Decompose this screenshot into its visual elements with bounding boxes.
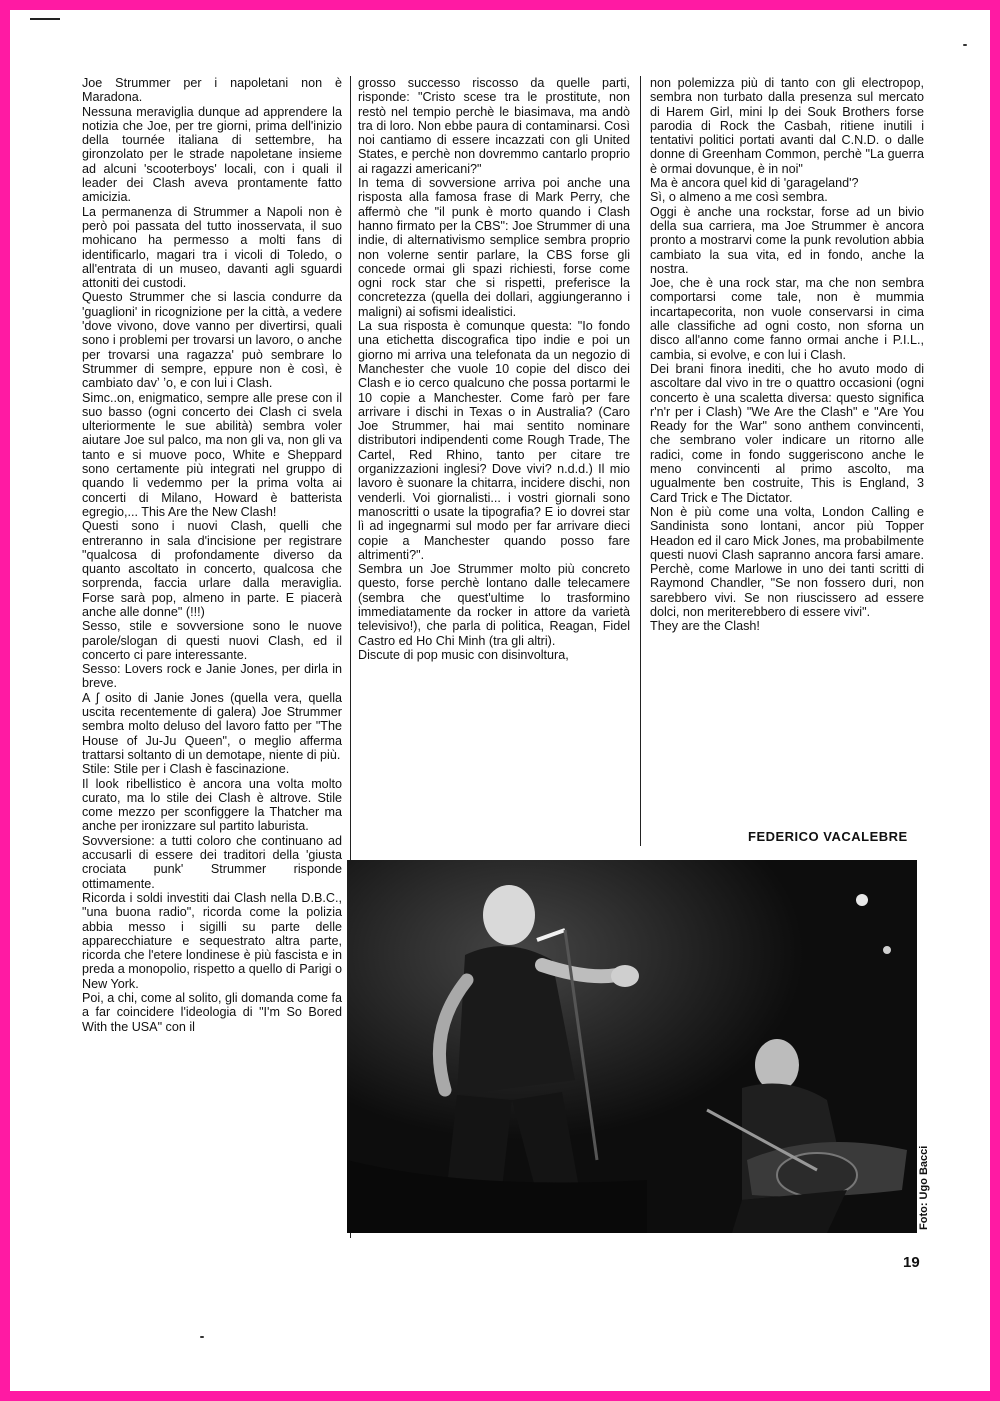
paragraph: Joe, che è una rock star, ma che non sembra comportarsi come tale, non è mummia incartapecorita, non vuole conservarsi in cima alle classifiche ad ogni costo, non sforna un disco all'anno come fanno ormai anche i P.I.L., cambia, si evolve, e con lui i Clash. [650, 276, 924, 362]
paragraph: Stile: Stile per i Clash è fascinazione. [82, 762, 290, 777]
paragraph: A ʃ osito di Janie Jones (quella vera, quella uscita recentemente di galera) Joe Strummer sembra molto deluso del lavoro fatto per "The House of Ju-Ju Queen", o meglio afferma trattarsi soltanto di un demotape, niente di più. [82, 690, 342, 762]
paragraph: Simc..on, enigmatico, sempre alle prese con il suo basso (ogni concerto dei Clash ci svela ulteriormente le sue abilità) sembra voler aiutare Joe sul palco, ma non gli va, non gli va tanto e si muove poco, White e Sheppard sono certamente più integrati nel gruppo di quando li vedemmo per la prima volta ai concerti di Milano, Howard è batterista egregio,... This Are the New Clash! [82, 390, 342, 519]
article-column-3 [650, 76, 924, 634]
paragraph: Joe Strummer per i napoletani non è Maradona. [82, 76, 342, 105]
concert-photo [347, 860, 917, 1233]
paragraph: La permanenza di Strummer a Napoli non è però poi passata del tutto inosservata, il suo mohicano ha permesso a molti fans di identificarlo, magari tra i vicoli di Toledo, o all'entrata di un museo, davanti agli sguardi attoniti dei custodi. [82, 204, 342, 291]
paragraph: La sua risposta è comunque questa: "Io fondo una etichetta discografica tipo indie e poi un giorno mi arriva una telefonata da un negozio di Manchester che vuole 10 copie del disco dei Clash e io cerco qualcuno che possa portarmi le 10 copie a Manchester. Come farò per fare arrivare i dischi in Texas o in Australia? (Caro Joe Strummer, hai mai sentito nominare distributori indipendenti come Rough Trade, The Cartel, Red Rhino, tanto per citare tre organizzazioni inglesi? Dove vivi? n.d.d.) Il mio lavoro è suonare la chitarra, incidere dischi, non venderli. Voi giornalisti... i vostri giornali sono manoscritti o usate la tipografia? E io dovrei star lì ad ingegnarmi sul modo per far arrivare dieci copie a Manchester quando posso fare altrimenti?". [358, 319, 630, 562]
print-speck [963, 44, 967, 46]
paragraph: Sesso, stile e sovversione sono le nuove parole/slogan di questi nuovi Clash, ed il concerto ci pare interessante. [82, 619, 342, 662]
paragraph: Questo Strummer che si lascia condurre da 'guaglioni' in ricognizione per la città, a vedere 'dove vivono, dove vanno per divertirsi, quali sono i problemi per trovarsi un lavoro, o anche per trovarsi una ragazza' può sembrare lo Strummer di sempre, eppure non è così, è cambiato davʼ ʼo, e con lui i Clash. [82, 290, 342, 391]
paragraph: Sembra un Joe Strummer molto più concreto questo, forse perchè lontano dalle telecamere (sembra che quest'ultime lo trasformino immediatamente da rocker in attore da varietà televisivo!), che parla di politica, Reagan, Fidel Castro ed Ho Chi Minh (tra gli altri). [358, 562, 630, 648]
paragraph: non polemizza più di tanto con gli electropop, sembra non turbato dalla presenza sul mercato di Harem Girl, mini lp dei Souk Brothers forse parodia di Rock the Casbah, ritiene inutili i tentativi politici portati avanti dal C.N.D. o dalle donne di Greenham Common, perchè "La guerra è ormai dovunque, è in noi" [650, 76, 924, 176]
column-divider [640, 76, 641, 846]
print-speck [200, 1336, 204, 1338]
article-column-1 [82, 76, 342, 1034]
paragraph: Sovversione: a tutti coloro che continuano ad accusarli di essere dei traditori della 'giusta crociata punk' Strummer risponde ottimamente. [82, 833, 342, 891]
paragraph: Oggi è anche una rockstar, forse ad un bivio della sua carriera, ma Joe Strummer è ancora pronto a mostrarvi come la punk revolution abbia cambiato la sua vita, ed in fondo, anche la nostra. [650, 204, 924, 276]
author-byline: FEDERICO VACALEBRE [748, 829, 908, 844]
page-number: 19 [903, 1254, 920, 1271]
corner-mark [30, 18, 60, 20]
paragraph: Poi, a chi, come al solito, gli domanda come fa a far coincidere l'ideologia di "I'm So Bored With the USA" con il [82, 991, 342, 1034]
paragraph: grosso successo riscosso da quelle parti, risponde: "Cristo scese tra le prostitute, non restò nel tempio perchè le biasimava, ma andò tra di loro. Non ebbe paura di contaminarsi. Così noi cantiamo di essere incazzati con gli United States, e perchè non dovremmo cantarlo proprio ai ragazzi americani?" [358, 76, 630, 176]
paragraph: Sesso: Lovers rock e Janie Jones, per dirla in breve. [82, 662, 342, 691]
paragraph: Nessuna meraviglia dunque ad apprendere la notizia che Joe, per tre giorni, prima dell'inizio della tournée italiana di settembre, ha gironzolato per le strade napoletane insieme ad alcuni 'scooterboys' locali, con i quali il leader dei Clash aveva prontamente fatto amicizia. [82, 104, 342, 205]
paragraph: They are the Clash! [650, 619, 760, 634]
paragraph: Non è più come una volta, London Calling e Sandinista sono lontani, ancor più Topper Headon ed il caro Mick Jones, ma probabilmente questi nuovi Clash sapranno ancora farsi amare. Perchè, come Marlowe in uno dei tanti scritti di Raymond Chandler, "Se non fossero duri, non sarebbero vivi. Se non riuscissero ad essere dolci, non meriterebbero di essere vivi". [650, 504, 924, 619]
paragraph: Dei brani finora inediti, che ho avuto modo di ascoltare dal vivo in tre o quattro occasioni (ogni concerto è una scaletta diversa: questo significa r'n'r per i Clash) "We Are the Clash" e "Are You Ready for the War" sono anthem convincenti, che sembrano voler indicare un ritorno alle radici, come in fondo suggeriscono anche le meno convincenti al primo ascolto, ma ugualmente ben costruite, This is England, 3 Card Trick e The Dictator. [650, 361, 924, 505]
paragraph: Discute di pop music con disinvoltura, [358, 647, 569, 662]
concert-photo-illustration [347, 860, 917, 1233]
paragraph: Il look ribellistico è ancora una volta molto curato, ma lo stile dei Clash è altrove. Stile come mezzo per sconfiggere la Thatcher ma anche per ironizzare sul partito laburista. [82, 776, 342, 834]
article-column-2 [358, 76, 630, 662]
paragraph: Ricorda i soldi investiti dai Clash nella D.B.C., "una buona radio", ricorda come la polizia abbia messo i sigilli su parte delle apparecchiature e sequestrato altra parte, ricorda che l'etere londinese è più fascista e in preda a monopolio, rispetto a quello di Parigi o New York. [82, 890, 342, 991]
photo-credit: Foto: Ugo Bacci [918, 1145, 930, 1230]
paragraph: Ma è ancora quel kid di 'garageland'? [650, 176, 859, 191]
paragraph: In tema di sovversione arriva poi anche una risposta alla famosa frase di Mark Perry, che affermò che "il punk è morto quando i Clash hanno firmato per la CBS": Joe Strummer di una indie, di alternativismo semplice sembra proprio non volerne sentir parlare, la CBS forse gli concede ormai gli spazi richiesti, forse come ogni rock star che si rispetti, preferisce la concretezza (quella dei dollari, aggiungeranno i maligni) ai sofismi idealistici. [358, 176, 630, 319]
paragraph: Sì, o almeno a me così sembra. [650, 190, 828, 205]
paragraph: Questi sono i nuovi Clash, quelli che entreranno in sala d'incisione per registrare "qualcosa di profondamente diverso da quanto ascoltato in concerto, qualcosa che sorprenda, faccia urlare dalla meraviglia. Forse sarà pop, almeno in parte. E piacerà anche alle donne" (!!!) [82, 519, 342, 619]
